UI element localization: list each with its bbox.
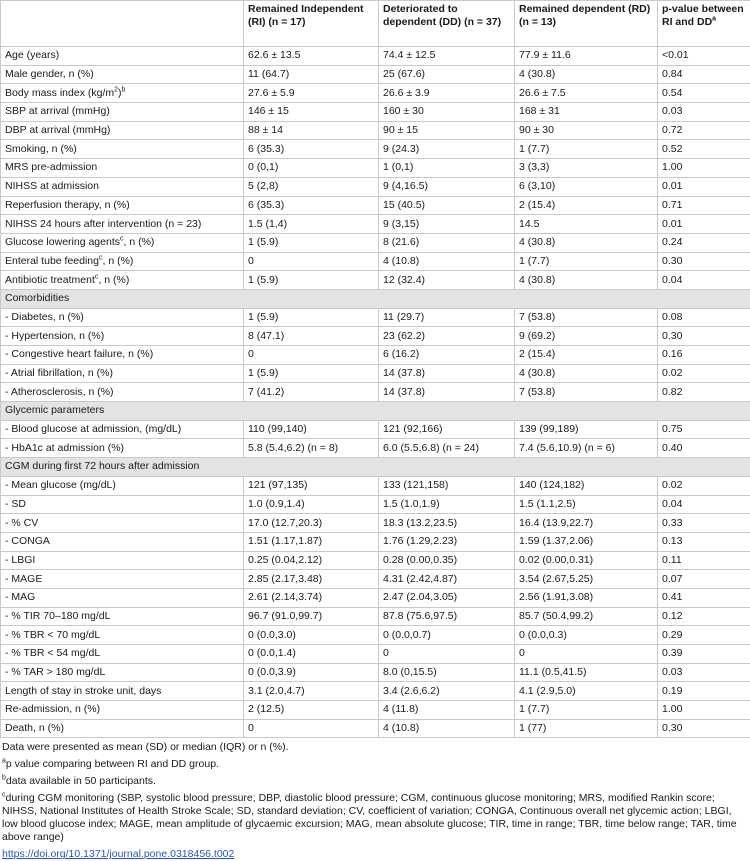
row-label-text: NIHSS 24 hours after intervention (n = 23)	[5, 218, 201, 230]
cell-dd: 1.76 (1.29,2.23)	[379, 532, 515, 551]
cell-dd: 4.31 (2.42,4.87)	[379, 570, 515, 589]
row-label	[1, 495, 244, 514]
cell-dd: 90 ± 15	[379, 121, 515, 140]
cell-dd: 0	[379, 645, 515, 664]
cell-dd: 14 (37.8)	[379, 364, 515, 383]
row-label-text: - Diabetes, n (%)	[5, 311, 84, 323]
cell-rd: 4 (30.8)	[515, 65, 658, 84]
cell-pvalue: 0.72	[658, 121, 750, 140]
row-label-text: - HbA1c at admission (%)	[5, 442, 124, 454]
table-row	[1, 308, 750, 327]
cell-ri: 1.51 (1.17,1.87)	[244, 532, 379, 551]
cell-dd: 0.28 (0.00,0.35)	[379, 551, 515, 570]
cell-rd: 7.4 (5.6,10.9) (n = 6)	[515, 439, 658, 458]
cell-rd: 16.4 (13.9,22.7)	[515, 514, 658, 533]
table-header-row	[1, 1, 750, 47]
cell-pvalue: 0.03	[658, 103, 750, 122]
row-label-text: - MAG	[5, 591, 35, 603]
row-label	[1, 159, 244, 178]
cell-rd: 140 (124,182)	[515, 476, 658, 495]
cell-ri: 27.6 ± 5.9	[244, 84, 379, 103]
row-label-text: Age (years)	[5, 49, 59, 61]
row-label	[1, 215, 244, 234]
row-label	[1, 140, 244, 159]
table-row	[1, 233, 750, 252]
cell-rd: 2.56 (1.91,3.08)	[515, 588, 658, 607]
row-label	[1, 701, 244, 720]
row-label-text: - SD	[5, 498, 26, 510]
section-row	[1, 402, 750, 421]
cell-pvalue: 0.02	[658, 476, 750, 495]
cell-pvalue: 1.00	[658, 701, 750, 720]
cell-dd: 74.4 ± 12.5	[379, 47, 515, 66]
cell-pvalue: 0.82	[658, 383, 750, 402]
cell-pvalue: 0.52	[658, 140, 750, 159]
row-label-text: - Atherosclerosis, n (%)	[5, 386, 114, 398]
row-label	[1, 346, 244, 365]
cell-rd: 1.5 (1.1,2.5)	[515, 495, 658, 514]
cell-dd: 4 (10.8)	[379, 719, 515, 738]
row-label-superscript: c	[120, 236, 124, 243]
row-label-text: Length of stay in stroke unit, days	[5, 685, 161, 697]
row-label-text: Body mass index (kg/m	[5, 87, 114, 99]
cell-ri: 3.1 (2.0,4.7)	[244, 682, 379, 701]
row-label-superscript: 2	[114, 86, 118, 93]
row-label-text: Smoking, n (%)	[5, 143, 77, 155]
cell-dd: 14 (37.8)	[379, 383, 515, 402]
cell-pvalue: 0.84	[658, 65, 750, 84]
cell-dd: 9 (3,15)	[379, 215, 515, 234]
cell-pvalue: 1.00	[658, 159, 750, 178]
cell-ri: 5.8 (5.4,6.2) (n = 8)	[244, 439, 379, 458]
row-label-text: , n (%)	[103, 255, 134, 267]
cell-pvalue: 0.04	[658, 271, 750, 290]
row-label-superscript: c	[95, 273, 99, 280]
table-row	[1, 420, 750, 439]
cell-pvalue: 0.41	[658, 588, 750, 607]
cell-pvalue: 0.12	[658, 607, 750, 626]
cell-dd: 15 (40.5)	[379, 196, 515, 215]
row-label	[1, 476, 244, 495]
row-label	[1, 532, 244, 551]
row-label	[1, 626, 244, 645]
cell-dd: 0 (0.0,0.7)	[379, 626, 515, 645]
cell-pvalue: 0.30	[658, 327, 750, 346]
table-row	[1, 121, 750, 140]
cell-pvalue: 0.04	[658, 495, 750, 514]
cell-ri: 121 (97,135)	[244, 476, 379, 495]
cell-ri: 1 (5.9)	[244, 271, 379, 290]
cell-dd: 121 (92,166)	[379, 420, 515, 439]
cell-pvalue: 0.01	[658, 177, 750, 196]
footnote-a-mark: a	[2, 758, 6, 765]
footnote-general: Data were presented as mean (SD) or median (IQR) or n (%).	[2, 741, 748, 754]
cell-rd: 4 (30.8)	[515, 271, 658, 290]
cell-pvalue: 0.01	[658, 215, 750, 234]
header-dd: Deteriorated to dependent (DD) (n = 37)	[379, 1, 515, 47]
row-label-text: - Blood glucose at admission, (mg/dL)	[5, 423, 181, 435]
table-row	[1, 663, 750, 682]
doi-line	[2, 848, 748, 861]
row-label	[1, 327, 244, 346]
row-label	[1, 420, 244, 439]
row-label	[1, 719, 244, 738]
cell-ri: 1.0 (0.9,1.4)	[244, 495, 379, 514]
cell-ri: 2 (12.5)	[244, 701, 379, 720]
cell-ri: 2.85 (2.17,3.48)	[244, 570, 379, 589]
cell-rd: 4 (30.8)	[515, 233, 658, 252]
cell-rd: 1 (77)	[515, 719, 658, 738]
table-row	[1, 439, 750, 458]
cell-dd: 1.5 (1.0,1.9)	[379, 495, 515, 514]
row-label	[1, 103, 244, 122]
cell-pvalue: 0.16	[658, 346, 750, 365]
cell-rd: 3.54 (2.67,5.25)	[515, 570, 658, 589]
cell-pvalue: 0.30	[658, 252, 750, 271]
cell-rd: 77.9 ± 11.6	[515, 47, 658, 66]
cell-rd: 6 (3,10)	[515, 177, 658, 196]
table-row	[1, 103, 750, 122]
cell-ri: 1 (5.9)	[244, 308, 379, 327]
table-row	[1, 84, 750, 103]
header-label-cell	[1, 1, 244, 47]
section-heading: CGM during first 72 hours after admission	[1, 458, 750, 477]
row-label	[1, 682, 244, 701]
row-label	[1, 364, 244, 383]
cell-rd: 9 (69.2)	[515, 327, 658, 346]
header-rd: Remained dependent (RD) (n = 13)	[515, 1, 658, 47]
cell-pvalue: 0.33	[658, 514, 750, 533]
cell-ri: 6 (35.3)	[244, 140, 379, 159]
cell-rd: 7 (53.8)	[515, 308, 658, 327]
row-label-text: DBP at arrival (mmHg)	[5, 124, 110, 136]
cell-rd: 4 (30.8)	[515, 364, 658, 383]
header-pvalue-sup: a	[712, 16, 716, 23]
footnote-b	[2, 775, 748, 788]
cell-rd: 1 (7.7)	[515, 140, 658, 159]
cell-rd: 1 (7.7)	[515, 701, 658, 720]
table-row	[1, 252, 750, 271]
row-label-text: Re-admission, n (%)	[5, 703, 100, 715]
row-label-text: - Congestive heart failure, n (%)	[5, 348, 153, 360]
cell-rd: 85.7 (50.4,99.2)	[515, 607, 658, 626]
row-label-text: Antibiotic treatment	[5, 274, 95, 286]
header-ri: Remained Independent (RI) (n = 17)	[244, 1, 379, 47]
footnote-c	[2, 792, 748, 844]
cell-pvalue: 0.29	[658, 626, 750, 645]
row-label-text: - LBGI	[5, 554, 35, 566]
table-row	[1, 47, 750, 66]
row-label-text: Glucose lowering agents	[5, 236, 120, 248]
cell-ri: 2.61 (2.14,3.74)	[244, 588, 379, 607]
cell-ri: 5 (2,8)	[244, 177, 379, 196]
cell-ri: 0 (0.0,3.0)	[244, 626, 379, 645]
cell-rd: 3 (3,3)	[515, 159, 658, 178]
row-label	[1, 645, 244, 664]
cell-dd: 8.0 (0,15.5)	[379, 663, 515, 682]
cell-ri: 0.25 (0.04,2.12)	[244, 551, 379, 570]
cell-ri: 88 ± 14	[244, 121, 379, 140]
cell-dd: 26.6 ± 3.9	[379, 84, 515, 103]
footnote-b-text: data available in 50 participants.	[6, 775, 156, 787]
row-label-text: - % TBR < 70 mg/dL	[5, 629, 100, 641]
table-row	[1, 570, 750, 589]
section-heading: Glycemic parameters	[1, 402, 750, 421]
row-label-text: - MAGE	[5, 573, 42, 585]
footnote-b-mark: b	[2, 775, 6, 782]
cell-pvalue: 0.39	[658, 645, 750, 664]
cell-pvalue: 0.03	[658, 663, 750, 682]
cell-dd: 160 ± 30	[379, 103, 515, 122]
table-row	[1, 327, 750, 346]
row-label	[1, 47, 244, 66]
row-label-text: )	[118, 87, 122, 99]
cell-pvalue: 0.13	[658, 532, 750, 551]
row-label-text: - Mean glucose (mg/dL)	[5, 479, 116, 491]
cell-rd: 2 (15.4)	[515, 346, 658, 365]
cell-dd: 6.0 (5.5,6.8) (n = 24)	[379, 439, 515, 458]
row-label-text: - Atrial fibrillation, n (%)	[5, 367, 113, 379]
cell-pvalue: 0.08	[658, 308, 750, 327]
table-row	[1, 682, 750, 701]
header-pvalue	[658, 1, 750, 47]
table-row	[1, 514, 750, 533]
cell-rd: 7 (53.8)	[515, 383, 658, 402]
table-row	[1, 364, 750, 383]
cell-rd: 1 (7.7)	[515, 252, 658, 271]
table-row	[1, 551, 750, 570]
cell-ri: 1 (5.9)	[244, 364, 379, 383]
cell-pvalue: 0.07	[658, 570, 750, 589]
cell-dd: 1 (0,1)	[379, 159, 515, 178]
footnote-c-mark: c	[2, 792, 6, 799]
row-label-text: - Hypertension, n (%)	[5, 330, 104, 342]
table-row	[1, 177, 750, 196]
table-body	[1, 47, 750, 738]
cell-rd: 0.02 (0.00,0.31)	[515, 551, 658, 570]
cell-ri: 6 (35.3)	[244, 196, 379, 215]
cell-pvalue: 0.02	[658, 364, 750, 383]
row-label-text: - % TBR < 54 mg/dL	[5, 647, 100, 659]
cell-dd: 9 (24.3)	[379, 140, 515, 159]
row-label-text: - CONGA	[5, 535, 50, 547]
cell-rd: 26.6 ± 7.5	[515, 84, 658, 103]
row-label-text: Male gender, n (%)	[5, 68, 94, 80]
cell-ri: 8 (47.1)	[244, 327, 379, 346]
row-label	[1, 84, 244, 103]
cell-ri: 17.0 (12.7,20.3)	[244, 514, 379, 533]
cell-ri: 0 (0,1)	[244, 159, 379, 178]
cell-dd: 18.3 (13.2,23.5)	[379, 514, 515, 533]
row-label-text: , n (%)	[98, 274, 129, 286]
cell-pvalue: 0.40	[658, 439, 750, 458]
cell-ri: 96.7 (91.0,99.7)	[244, 607, 379, 626]
cell-rd: 1.59 (1.37,2.06)	[515, 532, 658, 551]
row-label	[1, 65, 244, 84]
table-row	[1, 196, 750, 215]
table-row	[1, 645, 750, 664]
table-row	[1, 140, 750, 159]
table-footnotes	[0, 738, 750, 861]
table-row	[1, 159, 750, 178]
row-label-text: SBP at arrival (mmHg)	[5, 105, 110, 117]
cell-dd: 23 (62.2)	[379, 327, 515, 346]
footnote-a	[2, 758, 748, 771]
row-label	[1, 177, 244, 196]
cell-ri: 146 ± 15	[244, 103, 379, 122]
cell-rd: 90 ± 30	[515, 121, 658, 140]
table-row	[1, 65, 750, 84]
table-row	[1, 626, 750, 645]
row-label-text: Reperfusion therapy, n (%)	[5, 199, 130, 211]
row-label-superscript: b	[122, 86, 126, 93]
row-label-text: - % CV	[5, 517, 38, 529]
cell-rd: 139 (99,189)	[515, 420, 658, 439]
cell-dd: 8 (21.6)	[379, 233, 515, 252]
row-label	[1, 588, 244, 607]
row-label	[1, 252, 244, 271]
cell-rd: 2 (15.4)	[515, 196, 658, 215]
cell-dd: 9 (4,16.5)	[379, 177, 515, 196]
cell-dd: 11 (29.7)	[379, 308, 515, 327]
row-label	[1, 308, 244, 327]
row-label	[1, 233, 244, 252]
cell-ri: 1.5 (1,4)	[244, 215, 379, 234]
cell-rd: 0	[515, 645, 658, 664]
cell-dd: 2.47 (2.04,3.05)	[379, 588, 515, 607]
cell-ri: 0	[244, 346, 379, 365]
row-label-text: - % TIR 70–180 mg/dL	[5, 610, 110, 622]
row-label-superscript: c	[99, 254, 103, 261]
cell-pvalue: <0.01	[658, 47, 750, 66]
cell-ri: 0	[244, 719, 379, 738]
table-row	[1, 346, 750, 365]
cell-pvalue: 0.75	[658, 420, 750, 439]
row-label-text: , n (%)	[123, 236, 154, 248]
table-row	[1, 719, 750, 738]
row-label	[1, 196, 244, 215]
row-label-text: Enteral tube feeding	[5, 255, 99, 267]
cell-rd: 14.5	[515, 215, 658, 234]
section-row	[1, 289, 750, 308]
table-row	[1, 215, 750, 234]
table-row	[1, 271, 750, 290]
cell-rd: 11.1 (0.5,41.5)	[515, 663, 658, 682]
row-label	[1, 663, 244, 682]
footnote-c-text: during CGM monitoring (SBP, systolic blood pressure; DBP, diastolic blood pressure; CGM, continuous glucose monitoring; MRS, modified Rankin score; NIHSS, National Institutes of Health Stroke Scale; SD, standard deviation; CV, coefficient of variation; CONGA, Continuous overall net glycemic action; LBGI, low blood glucose index; MAGE, mean amplitude of glycaemic excursion; MAG, mean absolute glucose; TIR, time in range; TBR, time below range; TAR, time above range)	[2, 792, 737, 843]
cell-dd: 6 (16.2)	[379, 346, 515, 365]
cell-dd: 4 (11.8)	[379, 701, 515, 720]
row-label	[1, 514, 244, 533]
cell-dd: 4 (10.8)	[379, 252, 515, 271]
row-label	[1, 383, 244, 402]
cell-ri: 0	[244, 252, 379, 271]
cell-ri: 0 (0.0,3.9)	[244, 663, 379, 682]
cell-pvalue: 0.24	[658, 233, 750, 252]
cell-dd: 25 (67.6)	[379, 65, 515, 84]
cell-pvalue: 0.30	[658, 719, 750, 738]
row-label	[1, 551, 244, 570]
cell-ri: 110 (99,140)	[244, 420, 379, 439]
table-row	[1, 588, 750, 607]
cell-ri: 1 (5.9)	[244, 233, 379, 252]
cell-dd: 3.4 (2.6,6.2)	[379, 682, 515, 701]
doi-link[interactable]: https://doi.org/10.1371/journal.pone.0318456.t002	[2, 848, 234, 860]
cell-dd: 87.8 (75.6,97.5)	[379, 607, 515, 626]
row-label-text: Death, n (%)	[5, 722, 64, 734]
cell-rd: 4.1 (2.9,5.0)	[515, 682, 658, 701]
row-label-text: NIHSS at admission	[5, 180, 99, 192]
row-label	[1, 271, 244, 290]
cell-ri: 11 (64.7)	[244, 65, 379, 84]
row-label-text: - % TAR > 180 mg/dL	[5, 666, 105, 678]
cell-dd: 12 (32.4)	[379, 271, 515, 290]
footnote-a-text: p value comparing between RI and DD group.	[6, 758, 219, 770]
header-pvalue-text: p-value between RI and DD	[662, 3, 744, 28]
table-row	[1, 607, 750, 626]
table-row	[1, 476, 750, 495]
row-label	[1, 607, 244, 626]
cell-ri: 7 (41.2)	[244, 383, 379, 402]
cell-ri: 0 (0.0,1.4)	[244, 645, 379, 664]
cell-dd: 133 (121,158)	[379, 476, 515, 495]
cell-pvalue: 0.71	[658, 196, 750, 215]
section-heading: Comorbidities	[1, 289, 750, 308]
row-label	[1, 121, 244, 140]
row-label	[1, 439, 244, 458]
row-label	[1, 570, 244, 589]
cell-ri: 62.6 ± 13.5	[244, 47, 379, 66]
cell-pvalue: 0.11	[658, 551, 750, 570]
cell-rd: 0 (0.0,0.3)	[515, 626, 658, 645]
table-row	[1, 701, 750, 720]
cell-pvalue: 0.54	[658, 84, 750, 103]
cell-pvalue: 0.19	[658, 682, 750, 701]
row-label-text: MRS pre-admission	[5, 161, 97, 173]
table-row	[1, 383, 750, 402]
table-row	[1, 532, 750, 551]
cell-rd: 168 ± 31	[515, 103, 658, 122]
section-row	[1, 458, 750, 477]
table-row	[1, 495, 750, 514]
